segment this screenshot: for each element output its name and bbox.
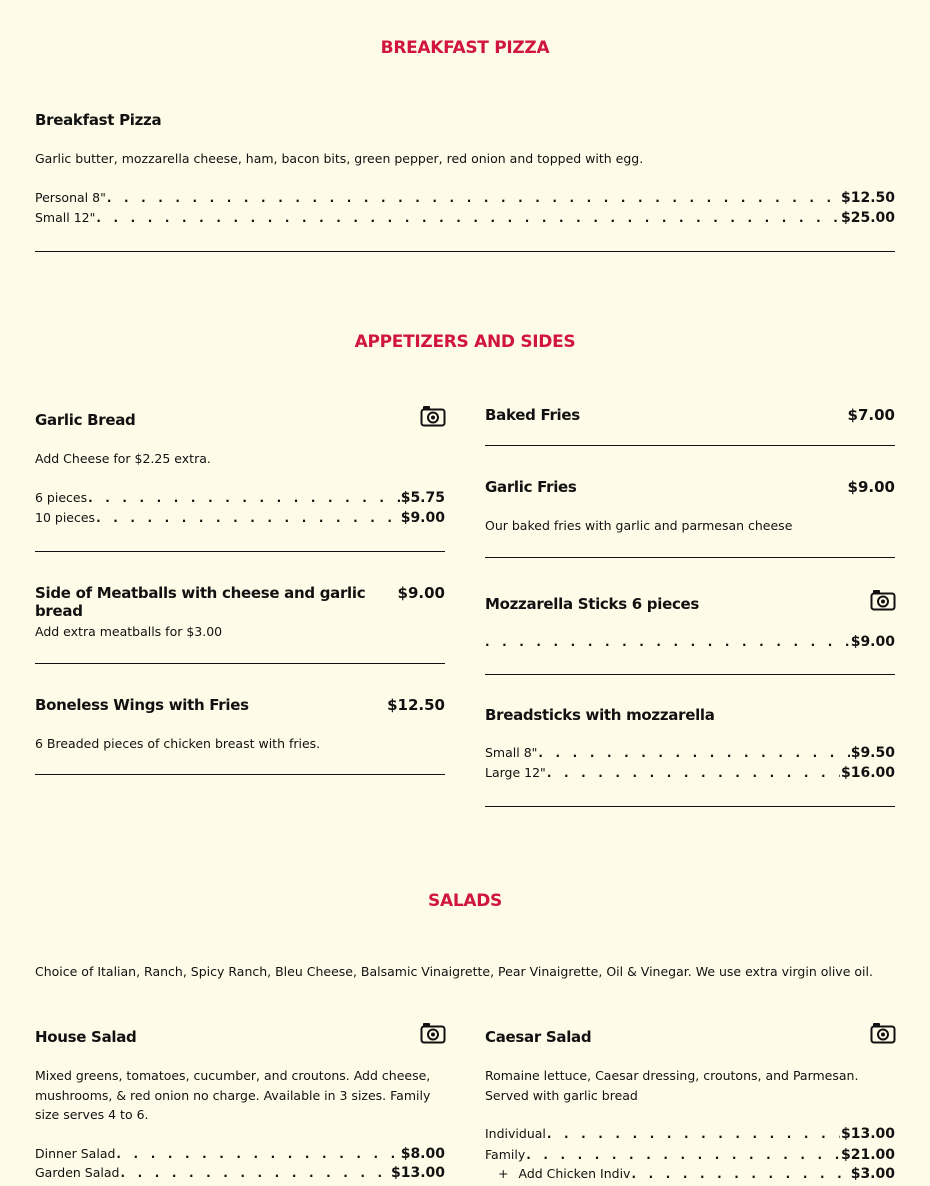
divider xyxy=(485,557,895,558)
leader-dots xyxy=(526,1148,840,1162)
item-description: Romaine lettuce, Caesar dressing, croutons, and Parmesan. Served with garlic bread xyxy=(485,1068,859,1103)
leader-dots xyxy=(631,1167,849,1181)
price: $9.00 xyxy=(400,510,445,526)
camera-icon[interactable] xyxy=(420,1022,446,1044)
item-description: Garlic butter, mozzarella cheese, ham, bacon bits, green pepper, red onion and topped with egg. xyxy=(35,151,644,166)
leader-dots xyxy=(96,211,840,225)
size-label: Personal 8" xyxy=(35,190,106,205)
camera-icon[interactable] xyxy=(870,589,896,611)
item-title-mozzarella-sticks[interactable]: Mozzarella Sticks 6 pieces xyxy=(485,595,700,613)
leader-dots xyxy=(547,1127,840,1141)
item-price: $9.00 xyxy=(847,478,895,496)
item-title-boneless-wings[interactable]: Boneless Wings with Fries xyxy=(35,696,249,714)
price-row[interactable] xyxy=(485,765,895,785)
addon-row[interactable] xyxy=(498,1166,895,1186)
item-description: Add extra meatballs for $3.00 xyxy=(35,624,223,639)
camera-icon[interactable] xyxy=(870,1022,896,1044)
item-description: 6 Breaded pieces of chicken breast with fries. xyxy=(35,736,321,751)
price-row[interactable] xyxy=(35,190,895,210)
item-price: $12.50 xyxy=(387,696,445,714)
section-title-appetizers: APPETIZERS AND SIDES xyxy=(354,332,576,352)
price-row[interactable] xyxy=(485,1147,895,1167)
price-row[interactable] xyxy=(485,1126,895,1146)
price: $3.00 xyxy=(850,1166,895,1182)
item-title-house-salad[interactable]: House Salad xyxy=(35,1028,137,1046)
item-title-garlic-fries[interactable]: Garlic Fries xyxy=(485,478,577,496)
section-title-breakfast-pizza: BREAKFAST PIZZA xyxy=(380,38,550,58)
leader-dots xyxy=(96,511,400,525)
size-label: Individual xyxy=(485,1126,546,1141)
leader-dots xyxy=(538,746,849,760)
size-label: Dinner Salad xyxy=(35,1146,116,1161)
leader-dots xyxy=(107,191,840,205)
item-title-meatballs[interactable]: Side of Meatballs with cheese and garlic bread xyxy=(35,584,366,620)
price-row[interactable] xyxy=(35,1165,445,1185)
price: $5.75 xyxy=(400,490,445,506)
item-title-breadsticks[interactable]: Breadsticks with mozzarella xyxy=(485,706,715,724)
leader-dots xyxy=(485,635,850,649)
price: $12.50 xyxy=(840,190,895,206)
size-label: Small 8" xyxy=(485,745,538,760)
size-label: Garden Salad xyxy=(35,1165,120,1180)
price: $8.00 xyxy=(400,1146,445,1162)
price-row[interactable] xyxy=(485,634,895,654)
item-description: Our baked fries with garlic and parmesan cheese xyxy=(485,518,793,533)
price: $16.00 xyxy=(840,765,895,781)
leader-dots xyxy=(116,1147,399,1161)
price: $13.00 xyxy=(390,1165,445,1181)
divider xyxy=(35,663,445,664)
size-label: 6 pieces xyxy=(35,490,88,505)
item-price: $7.00 xyxy=(847,406,895,424)
section-title-salads: SALADS xyxy=(428,891,502,911)
leader-dots xyxy=(88,491,400,505)
camera-icon[interactable] xyxy=(420,405,446,427)
price-row[interactable] xyxy=(485,745,895,765)
size-label: Family xyxy=(485,1147,526,1162)
item-title-garlic-bread[interactable]: Garlic Bread xyxy=(35,411,136,429)
size-label: Large 12" xyxy=(485,765,546,780)
price: $9.50 xyxy=(850,745,895,761)
price-row[interactable] xyxy=(35,1146,445,1166)
item-description: Mixed greens, tomatoes, cucumber, and croutons. Add cheese, mushrooms, & red onion no charge. Available in 3 sizes. Family size serves 4 to 6. xyxy=(35,1068,431,1122)
price-row[interactable] xyxy=(35,210,895,230)
price: $21.00 xyxy=(840,1147,895,1163)
divider xyxy=(485,674,895,675)
divider xyxy=(35,251,895,252)
leader-dots xyxy=(120,1166,390,1180)
divider xyxy=(485,445,895,446)
price: $25.00 xyxy=(840,210,895,226)
size-label: Small 12" xyxy=(35,210,96,225)
price-row[interactable] xyxy=(35,510,445,530)
item-title-caesar-salad[interactable]: Caesar Salad xyxy=(485,1028,592,1046)
price-row[interactable] xyxy=(35,490,445,510)
salads-intro: Choice of Italian, Ranch, Spicy Ranch, Bleu Cheese, Balsamic Vinaigrette, Pear Vinaigrette, Oil & Vinegar. We use extra virgin olive oil. xyxy=(35,964,873,979)
item-price: $9.00 xyxy=(397,584,445,602)
addon-bullet: + xyxy=(498,1166,509,1181)
addon-label: Add Chicken Indiv xyxy=(518,1166,631,1181)
item-description: Add Cheese for $2.25 extra. xyxy=(35,451,211,466)
item-title-breakfast-pizza[interactable]: Breakfast Pizza xyxy=(35,111,162,129)
divider xyxy=(485,806,895,807)
item-title-baked-fries[interactable]: Baked Fries xyxy=(485,406,580,424)
leader-dots xyxy=(547,766,840,780)
divider xyxy=(35,551,445,552)
size-label: 10 pieces xyxy=(35,510,96,525)
divider xyxy=(35,774,445,775)
price: $9.00 xyxy=(850,634,895,650)
price: $13.00 xyxy=(840,1126,895,1142)
